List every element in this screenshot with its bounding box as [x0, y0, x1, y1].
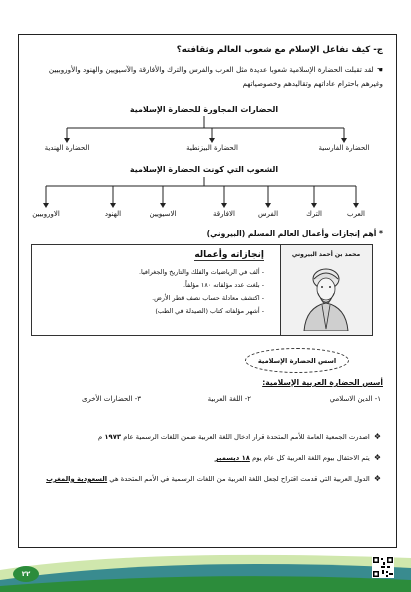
question-title: ج- كيف تفاعل الإسلام مع شعوب العالم وثقافته؟: [176, 45, 383, 55]
pointing-hand-icon: ☚: [376, 66, 383, 74]
tree2-node: الفرس: [257, 210, 279, 218]
diamond-bullet-icon: ❖: [373, 474, 381, 483]
tree2-node: الهنود: [104, 210, 122, 218]
foundation-item: ٣- الحضارات الأخرى: [81, 395, 141, 403]
qr-code-icon: [372, 556, 394, 578]
fact-2: [36, 452, 381, 464]
scholar-portrait-icon: [292, 263, 360, 331]
footer-wave: [0, 540, 411, 592]
list-item: - ألف في الرياضيات والفلك والتاريخ والجغرافيا.: [114, 266, 264, 279]
tree1-node: الحضارة البيزنطية: [186, 144, 238, 152]
foundation-item: ١- الدين الاسلامي: [329, 395, 381, 403]
fact-highlight: ١٩٧٣: [104, 433, 122, 441]
fact-1: [36, 431, 381, 443]
fact-text: يتم الاحتفال بيوم اللغة العربية كل عام يوم: [252, 454, 370, 462]
fact-suffix: م: [98, 433, 103, 441]
tree2-node: الافارقة: [213, 210, 235, 218]
foundations-heading: أسس الحضارة العربية الإسلامية:: [262, 378, 383, 387]
fact-text: اصدرت الجمعية العامة للأمم المتحدة قرار ادخال اللغة العربية ضمن اللغات الرسمية عام: [123, 433, 370, 441]
scientist-heading: * أهم إنجازات وأعمال العالم المسلم (البيروني): [206, 229, 383, 238]
intro-text: لقد تقبلت الحضارة الإسلامية شعوبا عديدة مثل العرب والفرس والترك والأفارقة والآسيويين والهنود والأوروبيين وغيرهم باحترام عاداتهم وتقاليدهم وخصوصياتهم: [48, 65, 383, 88]
tree1-node: الحضارة الفارسية: [318, 144, 370, 152]
intro-paragraph: [33, 63, 383, 91]
foundations-oval: اسس الحضارة الإسلامية: [245, 348, 349, 373]
tree1-title: الحضارات المجاورة للحضارة الإسلامية: [129, 105, 279, 114]
fact-3: [36, 473, 381, 485]
page-number: ٢٢: [13, 566, 39, 582]
tree2-node: الاسيويين: [149, 210, 177, 218]
tree1-node: الحضارة الهندية: [44, 144, 90, 152]
list-item: - اكتشف معادلة حساب نصف قطر الأرض.: [114, 292, 264, 305]
fact-highlight: السعودية والمغرب: [46, 475, 108, 483]
scientist-name: محمد بن أحمد البيروني: [291, 251, 361, 258]
tree2-node: الاوروبيين: [32, 210, 60, 218]
fact-text: الدول العربية التي قدمت اقتراح لجعل اللغة العربية من اللغات الرسمية في الأمم المتحدة هي: [109, 475, 370, 483]
fact-highlight: ١٨ ديسمبر: [214, 454, 250, 462]
portrait-panel: [280, 245, 372, 335]
tree2-node: الترك: [306, 210, 322, 218]
list-item: - بلغت عدد مؤلفاته ١٨٠ مؤلفاً.: [114, 279, 264, 292]
tree2-title: الشعوب التي كونت الحضارة الإسلامية: [129, 165, 279, 174]
foundation-item: ٢- اللغة العربية: [207, 395, 251, 403]
tree2-node: العرب: [347, 210, 365, 218]
diamond-bullet-icon: ❖: [373, 453, 381, 462]
scientist-card: [31, 244, 373, 336]
diamond-bullet-icon: ❖: [373, 432, 381, 441]
list-item: - أشهر مؤلفاته كتاب (الصيدلة في الطب): [114, 305, 264, 318]
achievements-title: إنجازاته وأعماله: [194, 250, 264, 260]
achievements-list: [114, 266, 264, 318]
